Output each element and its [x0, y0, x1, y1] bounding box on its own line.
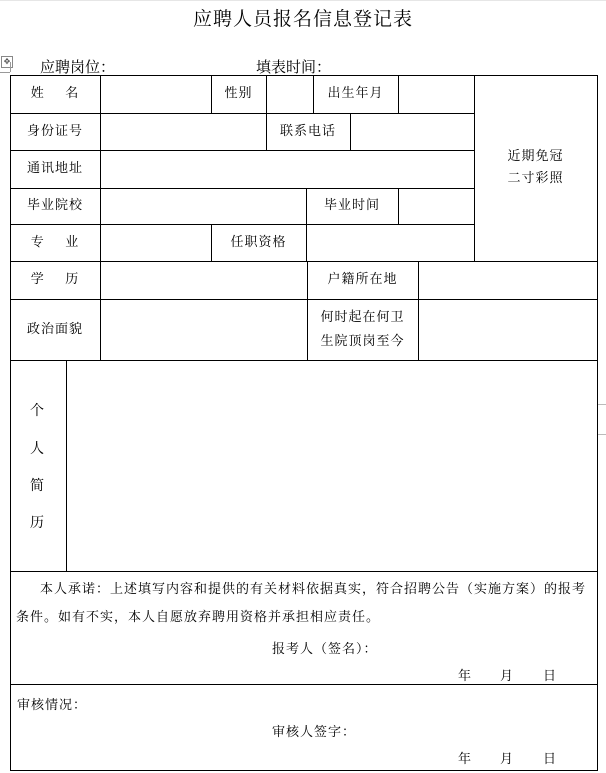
education-label: 学 历 — [30, 272, 80, 287]
review-day-label: 日 — [543, 752, 557, 767]
education-field[interactable] — [101, 262, 307, 299]
photo-placeholder[interactable] — [474, 75, 597, 261]
fill-time-label: 填表时间： — [256, 58, 332, 76]
major-field[interactable] — [101, 225, 211, 261]
phone-label: 联系电话 — [279, 123, 336, 139]
id-number-field[interactable] — [101, 114, 266, 150]
resume-label-char: 个 — [30, 403, 44, 419]
gender-label: 性别 — [224, 86, 253, 101]
hukou-field[interactable] — [419, 262, 597, 299]
phone-field[interactable] — [351, 114, 474, 150]
post-since-label — [307, 299, 418, 360]
post-since-label-line1: 何时起在何卫 — [320, 309, 405, 325]
graduation-time-label: 毕业时间 — [323, 198, 380, 213]
resume-label-char: 历 — [30, 515, 44, 531]
review-month-label: 月 — [500, 752, 514, 767]
gender-field[interactable] — [267, 76, 313, 113]
name-field[interactable] — [101, 76, 211, 113]
address-label: 通讯地址 — [26, 161, 83, 176]
post-since-label-line2: 生院顶岗至今 — [320, 333, 405, 349]
applicant-signature-label: 报考人（签名）： — [272, 642, 378, 657]
school-field[interactable] — [101, 189, 306, 224]
birth-field[interactable] — [399, 76, 474, 113]
photo-label-line2: 二寸彩照 — [507, 171, 564, 186]
graduation-time-field[interactable] — [399, 189, 474, 224]
political-status-label: 政治面貌 — [26, 321, 83, 337]
name-label: 姓 名 — [30, 86, 80, 101]
hukou-label: 户籍所在地 — [327, 272, 398, 287]
review-status-label: 审核情况： — [17, 698, 88, 713]
birth-label: 出生年月 — [327, 86, 384, 101]
photo-label-line1: 近期免冠 — [507, 149, 564, 164]
qualification-field[interactable] — [307, 225, 474, 261]
pledge-month-label: 月 — [500, 669, 514, 684]
resume-label-char: 简 — [30, 478, 44, 494]
reviewer-signature-label: 审核人签字： — [272, 725, 357, 740]
post-since-field[interactable] — [419, 300, 597, 360]
pledge-text-line2: 条件。如有不实，本人自愿放弃聘用资格并承担相应责任。 — [16, 610, 381, 625]
school-label: 毕业院校 — [26, 198, 83, 213]
position-label: 应聘岗位： — [40, 58, 116, 76]
page-title: 应聘人员报名信息登记表 — [192, 8, 413, 30]
pledge-text-line1: 本人承诺：上述填写内容和提供的有关材料依据真实，符合招聘公告（实施方案）的报考 — [40, 582, 587, 597]
table-move-handle-icon[interactable]: ✥ — [1, 56, 13, 68]
address-field[interactable] — [101, 151, 474, 188]
major-label: 专 业 — [30, 234, 80, 250]
review-year-label: 年 — [458, 752, 472, 767]
pledge-year-label: 年 — [458, 669, 472, 684]
political-status-field[interactable] — [101, 300, 307, 360]
qualification-label: 任职资格 — [230, 234, 287, 250]
id-number-label: 身份证号 — [26, 123, 83, 139]
pledge-day-label: 日 — [543, 669, 557, 684]
resume-label-char: 人 — [30, 441, 44, 457]
resume-field[interactable] — [67, 361, 597, 571]
